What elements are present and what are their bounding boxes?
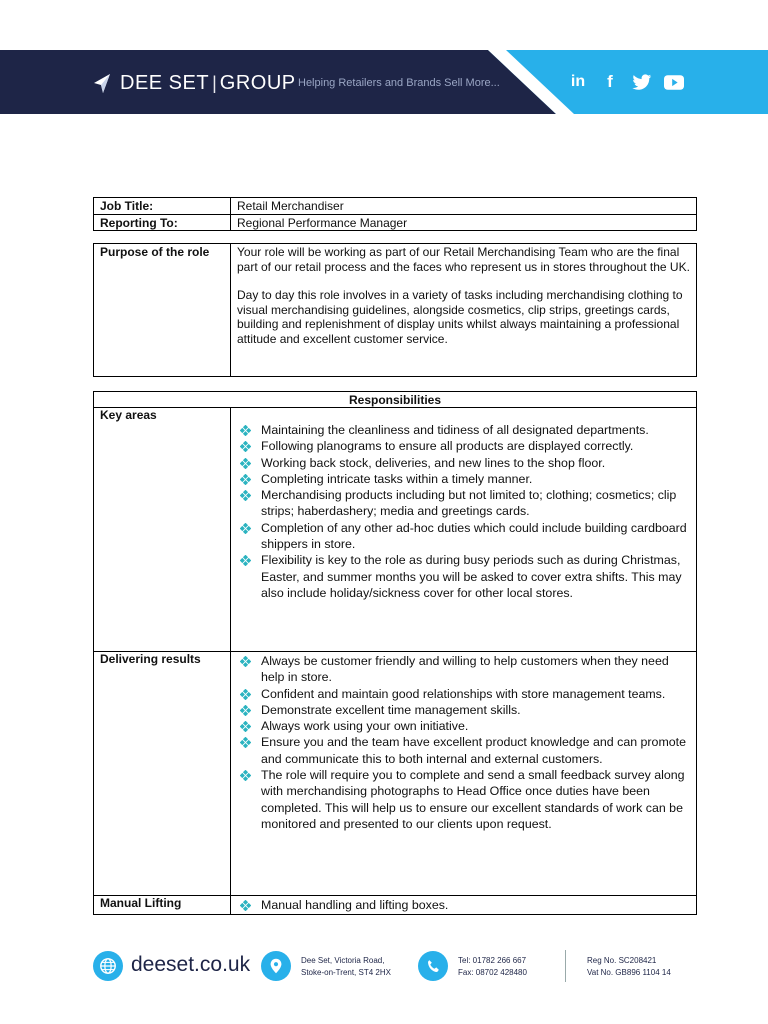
list-item-text: Ensure you and the team have excellent product knowledge and can promote and communicate this to both internal and external customers.	[261, 735, 686, 766]
diamond-bullet-icon	[240, 457, 251, 468]
list-item	[237, 455, 690, 471]
delivering-results-list	[237, 653, 690, 832]
brand-group: GROUP	[219, 72, 296, 94]
footer-tel: Tel: 01782 266 667	[458, 956, 527, 965]
delivering-results-label: Delivering results	[94, 652, 231, 896]
list-item-text: Manual handling and lifting boxes.	[261, 898, 449, 912]
header-banner	[0, 50, 768, 114]
globe-icon	[93, 951, 123, 981]
delivering-results-cell	[231, 652, 697, 896]
diamond-bullet-icon	[240, 440, 251, 451]
list-item	[237, 471, 690, 487]
footer-vat-no: Vat No. GB896 1104 14	[587, 968, 671, 977]
list-item	[237, 438, 690, 454]
manual-lifting-list	[237, 897, 690, 913]
list-item	[237, 520, 690, 553]
purpose-table	[93, 243, 697, 377]
location-pin-icon	[261, 951, 291, 981]
list-item-text: Always work using your own initiative.	[261, 719, 469, 734]
list-item-text: Merchandising products including but not limited to; clothing; cosmetics; clip strips; haberdashery; media and greetings cards.	[261, 488, 677, 519]
manual-lifting-label: Manual Lifting	[94, 896, 231, 915]
company-logo[interactable]	[92, 72, 296, 95]
reporting-value: Regional Performance Manager	[231, 214, 697, 231]
brand-name: DEE SET	[120, 72, 210, 94]
key-areas-list	[237, 422, 690, 601]
job-title-label: Job Title:	[94, 198, 231, 215]
footer-contact	[458, 955, 527, 979]
list-item	[237, 734, 690, 767]
diamond-bullet-icon	[240, 655, 251, 666]
list-item	[237, 422, 690, 438]
footer-registration	[587, 955, 671, 979]
address-line-2: Stoke-on-Trent, ST4 2HX	[301, 968, 391, 977]
list-item-text: Confident and maintain good relationships with store management teams.	[261, 686, 666, 701]
diamond-bullet-icon	[240, 554, 251, 565]
responsibilities-heading: Responsibilities	[94, 392, 697, 408]
page-footer	[0, 944, 768, 994]
footer-fax: Fax: 08702 428480	[458, 968, 527, 977]
responsibilities-table	[93, 391, 697, 915]
footer-divider	[565, 950, 566, 982]
diamond-bullet-icon	[240, 522, 251, 533]
job-title-value: Retail Merchandiser	[231, 198, 697, 215]
job-info-table	[93, 197, 697, 231]
list-item	[237, 702, 690, 718]
diamond-bullet-icon	[240, 704, 251, 715]
list-item-text: Maintaining the cleanliness and tidiness of all designated departments.	[261, 423, 649, 437]
list-item-text: Flexibility is key to the role as during busy periods such as during Christmas, Easter, and summer months you will be asked to cover extra shifts. This may also include holiday/sickness cover for other local stores.	[261, 553, 682, 600]
diamond-bullet-icon	[240, 769, 251, 780]
diamond-bullet-icon	[240, 736, 251, 747]
reporting-label: Reporting To:	[94, 214, 231, 231]
logo-arrow-icon	[92, 73, 112, 95]
diamond-bullet-icon	[240, 688, 251, 699]
brand-separator: |	[212, 73, 217, 93]
phone-icon	[418, 951, 448, 981]
twitter-icon[interactable]	[632, 72, 652, 92]
list-item	[237, 487, 690, 520]
list-item	[237, 653, 690, 686]
footer-reg-no: Reg No. SC208421	[587, 956, 657, 965]
diamond-bullet-icon	[240, 720, 251, 731]
footer-address	[301, 955, 391, 979]
manual-lifting-cell	[231, 896, 697, 915]
list-item	[237, 767, 690, 832]
list-item-text: Demonstrate excellent time management skills.	[261, 702, 521, 717]
list-item-text: Working back stock, deliveries, and new lines to the shop floor.	[261, 455, 606, 470]
footer-website[interactable]: deeset.co.uk	[131, 953, 251, 976]
linkedin-icon[interactable]: in	[570, 73, 586, 90]
list-item	[237, 686, 690, 702]
social-links	[568, 72, 684, 92]
purpose-label: Purpose of the role	[94, 244, 231, 377]
list-item-text: The role will require you to complete and send a small feedback survey along with merchandising photographs to Head Office once duties have been completed. This will help us to ensure our excellent standards of work can be monitored and presented to our clients upon request.	[261, 768, 685, 831]
facebook-icon[interactable]: f	[607, 72, 613, 91]
reporting-row	[94, 214, 697, 231]
list-item-text: Completion of any other ad-hoc duties which could include building cardboard shippers in store.	[261, 520, 687, 552]
address-line-1: Dee Set, Victoria Road,	[301, 956, 385, 965]
list-item	[237, 718, 690, 734]
list-item-text: Completing intricate tasks within a timely manner.	[261, 471, 533, 486]
purpose-content	[231, 244, 697, 377]
list-item-text: Following planograms to ensure all products are displayed correctly.	[261, 439, 634, 454]
youtube-icon[interactable]	[664, 72, 684, 92]
key-areas-label: Key areas	[94, 408, 231, 652]
purpose-paragraph-1: Your role will be working as part of our Retail Merchandising Team who are the final part of our retail process and the faces who represent us in stores throughout the UK.	[237, 245, 690, 274]
diamond-bullet-icon	[240, 424, 251, 435]
diamond-bullet-icon	[240, 489, 251, 500]
list-item	[237, 897, 690, 913]
job-title-row	[94, 198, 697, 215]
diamond-bullet-icon	[240, 899, 251, 910]
key-areas-cell	[231, 408, 697, 652]
list-item	[237, 552, 690, 601]
tagline: Helping Retailers and Brands Sell More...	[298, 77, 500, 89]
purpose-paragraph-2: Day to day this role involves in a variety of tasks including merchandising clothing to visual merchandising guidelines, alongside cosmetics, clip strips, greetings cards, building and replenishment of display units whilst always maintaining a professional attitude and excellent customer service.	[237, 288, 683, 346]
list-item-text: Always be customer friendly and willing to help customers when they need help in store.	[261, 654, 669, 685]
diamond-bullet-icon	[240, 473, 251, 484]
